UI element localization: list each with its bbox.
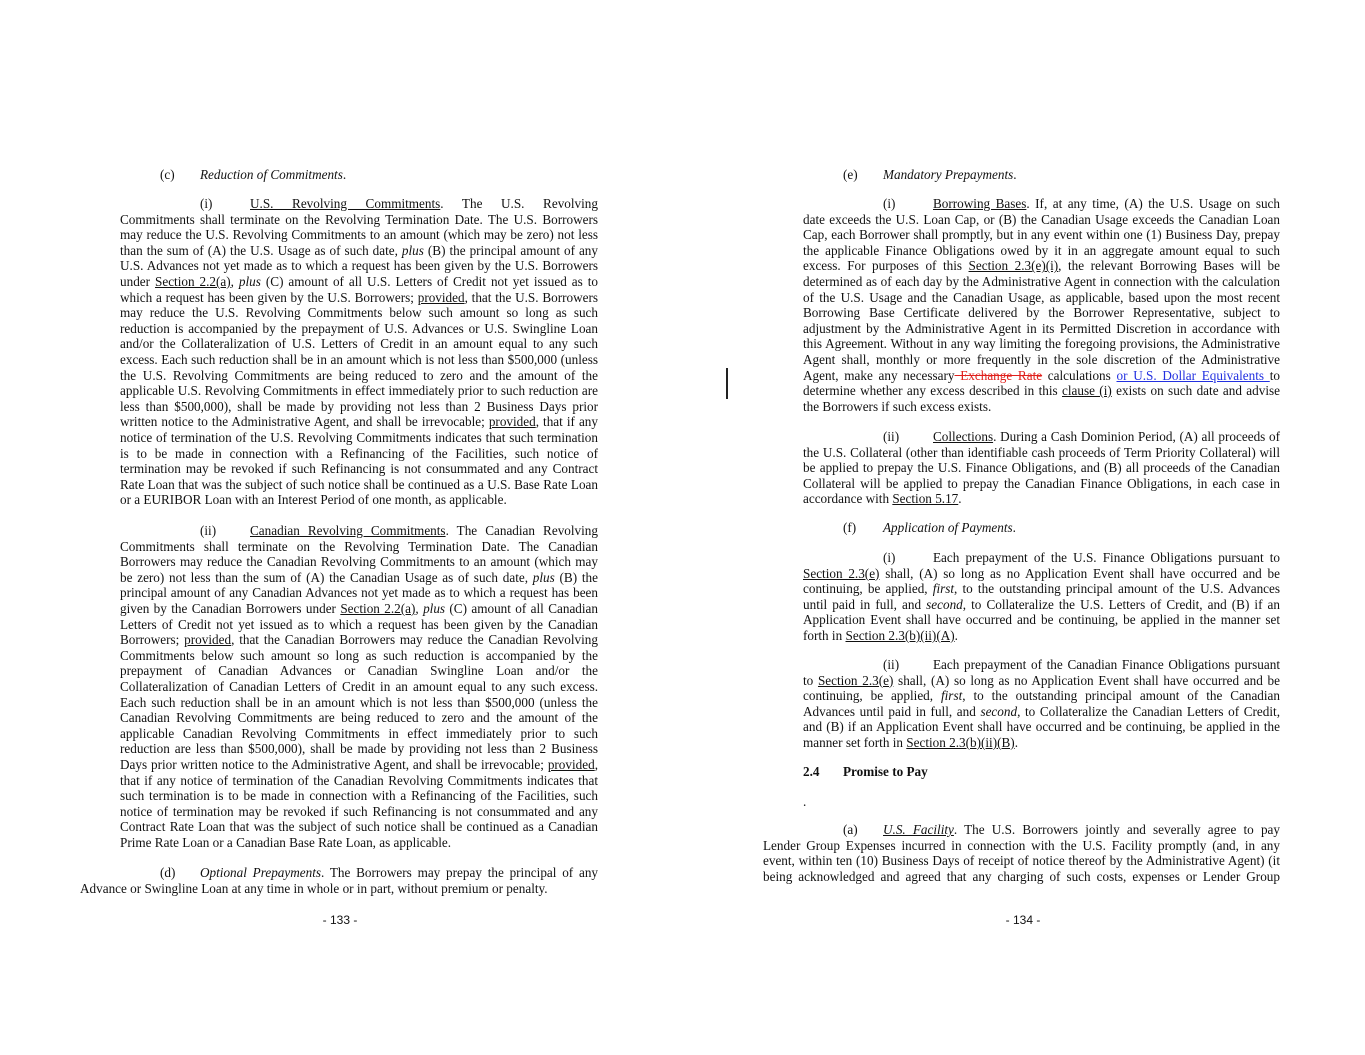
heading-application-of-payments: [803, 520, 1280, 536]
section-label: (c): [160, 167, 175, 182]
italic-term: plus: [401, 242, 424, 258]
paragraph-text: [200, 167, 346, 182]
section-label: (ii): [883, 657, 900, 672]
text-run: . If, at any time, (A) the U.S. Usage on such date exceeds the U.S. Loan Cap, or (B) the Canadian Usage exceeds the Canadian Loan Cap, each Borrower shall promptly, but in any event within one (1) Business Day, prepay the applicable Finance Obligations owed by it in an aggregate amount equal to such excess. For purposes of this: [803, 196, 1280, 274]
deleted-text: Exchange Rate: [954, 367, 1043, 383]
paragraph-text: [80, 865, 598, 896]
section-label: (e): [843, 167, 858, 182]
text-run: .: [1013, 167, 1017, 182]
paragraph-us-prepayment-application: [803, 550, 1280, 644]
text-run: , that if any notice of termination of the Canadian Revolving Commitments indicates that such termination is to be made in connection with a Refinancing of the Facilities, such notice of termination may be revoked if such Refinancing is not consummated and any Contract Rate Loan that was the subject of such notice shall be continued as a Canadian Prime Rate Loan or a Canadian Base Rate Loan, as applicable.: [120, 756, 598, 850]
inserted-text: or U.S. Dollar Equivalents: [1116, 367, 1270, 383]
stray-period: [803, 794, 1280, 810]
italic-underlined-title: U.S. Facility: [883, 822, 954, 837]
underlined-reference: Section 2.3(b)(ii)(A): [845, 627, 955, 643]
text-run: .: [1014, 734, 1018, 750]
section-label: (d): [160, 865, 176, 880]
paragraph-us-revolving-commitments: [120, 196, 598, 508]
underlined-reference: Section 2.3(e): [803, 565, 880, 581]
paragraph-text: [843, 764, 928, 779]
italic-term: plus: [238, 273, 261, 289]
italic-term: Mandatory Prepayments: [883, 167, 1014, 182]
section-label: (i): [200, 196, 213, 211]
revision-change-bar: [726, 368, 728, 399]
underlined-reference: Section 5.17: [892, 491, 959, 507]
paragraph-text: [803, 429, 1280, 506]
section-label: (i): [883, 550, 896, 565]
underlined-reference: U.S. Revolving Commitments: [250, 196, 441, 211]
paragraph-borrowing-bases: [803, 196, 1280, 414]
text-run: (B) the principal amount of any Canadian Advances not yet made as to which a request has been given by the Canadian Borrowers under: [120, 569, 598, 616]
italic-term: second: [980, 703, 1018, 719]
underlined-reference: clause (i): [1062, 383, 1112, 399]
underlined-reference: provided: [417, 289, 465, 305]
text-run: Each prepayment of the Canadian Finance Obligations pursuant to: [803, 657, 1280, 688]
text-run: Each prepayment of the U.S. Finance Obligations pursuant to: [933, 550, 1280, 565]
underlined-reference: provided: [488, 414, 536, 430]
text-run: . The U.S. Revolving Commitments shall terminate on the Revolving Termination Date. The U.S. Borrowers may reduce the U.S. Revolving Commitments to an amount (which may be zero) not less than the sum of (A) the U.S. Usage as of such date,: [120, 196, 598, 258]
text-run: ,: [415, 600, 424, 616]
paragraph-text: [763, 822, 1280, 884]
paragraph-text: [883, 167, 1017, 182]
text-run: , to Collateralize the Canadian Letters of Credit, and (B) if an Application Event shall have occurred and be continuing, be applied in the manner set forth in: [803, 703, 1280, 750]
text-run: (C) amount of all Canadian Letters of Credit not yet issued as to which a request has been given by the Canadian Borrowers;: [120, 600, 599, 648]
text-run: , that the Canadian Borrowers may reduce the Canadian Revolving Commitments below such amount so long as such reduction is accompanied by the prepayment of Canadian Advances or Canadian Swingline Loan and/or the Collateralization of Canadian Letters of Credit in an amount equal to any such excess. Each such reduction shall be in an amount which is not less than $500,000 (unless the Canadian Revolving Commitments are being reduced to zero and the amount of the applicable Canadian Revolving Commitments in effect immediately prior to such reduction are less than $500,000), shall be made by providing not less than 2 Business Days prior written notice to the Administrative Agent, and shall be irrevocable;: [120, 632, 598, 772]
text-run: (B) the principal amount of any U.S. Advances not yet made as to which a request has been given by the U.S. Borrowers under: [120, 242, 598, 289]
text-run: , that the U.S. Borrowers may reduce the U.S. Revolving Commitments below such amount so long as such reduction is accompanied by the prepayment of U.S. Advances or U.S. Swingline Loan and/or the Collateralization of U.S. Letters of Credit in an amount equal to any such excess. Each such reduction shall be in an amount which is not less than $500,000 (unless the U.S. Revolving Commitments are being reduced to zero and the amount of the applicable U.S. Revolving Commitments in effect immediately prior to such reduction are less than $500,000), shall be made by providing not less than 2 Business Days prior written notice to the Administrative Agent, and shall be irrevocable;: [120, 289, 598, 430]
page-number: - 134 -: [1005, 913, 1041, 927]
heading-promise-to-pay: [803, 764, 1280, 780]
paragraph-text: [803, 196, 1280, 414]
italic-term: first: [940, 688, 963, 704]
heading-reduction-of-commitments: [120, 167, 598, 183]
text-run: . The Canadian Revolving Commitments shall terminate on the Revolving Termination Date. The Canadian Borrowers may reduce the Canadian Revolving Commitments to an amount (which may be zero) not less than the sum of (A) the Canadian Usage as of such date,: [120, 523, 598, 585]
section-label: (ii): [883, 429, 900, 444]
italic-term: plus: [423, 600, 446, 616]
text-run: exists on such date and advise the Borrowers if such excess exists.: [803, 383, 1280, 414]
text-run: , to Collateralize the U.S. Letters of Credit, and (B) if an Application Event shall have occurred and be continuing, be applied in the manner set forth in: [803, 596, 1280, 643]
underlined-reference: Borrowing Bases: [933, 196, 1027, 211]
underlined-reference: provided: [184, 632, 232, 648]
paragraph-us-facility: [763, 822, 1280, 884]
page-number: - 133 -: [322, 913, 358, 927]
paragraph-text: [120, 196, 598, 507]
bold-heading: Promise to Pay: [843, 764, 928, 779]
text-run: , to the outstanding principal amount of the U.S. Advances until paid in full, and: [803, 581, 1281, 612]
text-run: .: [803, 794, 807, 809]
paragraph-text: [883, 520, 1016, 535]
text-run: ,: [230, 273, 239, 289]
paragraph-text: [803, 657, 1280, 750]
underlined-reference: Canadian Revolving Commitments: [250, 523, 446, 538]
underlined-reference: Section 2.2(a): [340, 600, 416, 616]
underlined-reference: Section 2.3(e): [817, 672, 894, 688]
section-label: (ii): [200, 523, 217, 538]
italic-term: Optional Prepayments: [200, 865, 322, 880]
heading-mandatory-prepayments: [803, 167, 1280, 183]
italic-term: first: [932, 581, 955, 597]
text-run: .: [1012, 520, 1016, 535]
italic-term: second: [926, 596, 963, 612]
italic-term: Application of Payments: [883, 520, 1013, 535]
underlined-reference: Section 2.3(e)(i): [968, 258, 1059, 274]
section-label: (f): [843, 520, 857, 535]
underlined-reference: Collections: [933, 429, 994, 444]
text-run: . The U.S. Borrowers jointly and severally agree to pay Lender Group Expenses incurred in connection with the U.S. Facility promptly (and, in any event, within ten (10) Business Days of receipt of notice thereof by the Administrative Agent) (it being acknowledged and agreed that any charging of such costs, expenses or Lender Group: [763, 822, 1280, 884]
text-run: .: [954, 627, 958, 643]
section-label: (a): [843, 822, 858, 837]
text-run: to determine whether any excess described in this: [803, 367, 1280, 399]
text-run: .: [342, 167, 347, 182]
underlined-reference: Section 2.3(b)(ii)(B): [906, 734, 1015, 750]
italic-term: Reduction of Commitments: [200, 167, 343, 182]
text-run: , the relevant Borrowing Bases will be determined as of each day by the Administrative Agent in connection with the calculation of the U.S. Usage and the Canadian Usage, as applicable, based upon the most recent Borrowing Base Certificate delivered by the Borrower Representative, subject to adjustment by the Administrative Agent in its Permitted Discretion in accordance with this Agreement. Without in any way limiting the foregoing provisions, the Administrative Agent shall, monthly or more frequently in the sole discretion of the Administrative Agent, make any necessary: [803, 258, 1280, 383]
paragraph-optional-prepayments: [80, 865, 598, 896]
paragraph-text: [803, 794, 806, 809]
paragraph-canadian-revolving-commitments: [120, 523, 598, 850]
text-run: shall, (A) so long as no Application Event shall have occurred and be continuing, be applied,: [803, 565, 1280, 597]
paragraph-collections: [803, 429, 1280, 507]
paragraph-text: [803, 550, 1280, 643]
text-run: . The Borrowers may prepay the principal of any Advance or Swingline Loan at any time in whole or in part, without premium or penalty.: [80, 865, 599, 896]
text-run: .: [958, 491, 962, 507]
paragraph-text: [120, 523, 598, 850]
text-run: . During a Cash Dominion Period, (A) all proceeds of the U.S. Collateral (other than identifiable cash proceeds of Term Priority Collateral) will be applied to prepay the U.S. Finance Obligations, and (B) all proceeds of the Canadian Collateral will be applied to prepay the Canadian Finance Obligations, in each case in accordance with: [803, 429, 1280, 507]
text-run: , that if any notice of termination of the U.S. Revolving Commitments indicates that such termination is to be made in connection with a Refinancing of the Facilities, such notice of termination may be revoked if such Refinancing is not consummated and any Contract Rate Loan that was the subject of such notice shall be continued as a U.S. Base Rate Loan or a EURIBOR Loan with an Interest Period of one month, as applicable.: [120, 414, 598, 508]
text-run: (C) amount of all U.S. Letters of Credit not yet issued as to which a request has been given by the U.S. Borrowers;: [120, 273, 598, 305]
section-label: (i): [883, 196, 896, 211]
text-run: calculations: [1042, 367, 1117, 383]
text-run: shall, (A) so long as no Application Event shall have occurred and be continuing, be applied,: [803, 672, 1281, 704]
italic-term: plus: [532, 569, 555, 585]
underlined-reference: provided: [547, 756, 595, 772]
section-number: 2.4: [803, 764, 820, 779]
text-run: , to the outstanding principal amount of the Canadian Advances until paid in full, and: [803, 688, 1281, 719]
underlined-reference: Section 2.2(a): [155, 273, 231, 289]
paragraph-canadian-prepayment-application: [803, 657, 1280, 751]
